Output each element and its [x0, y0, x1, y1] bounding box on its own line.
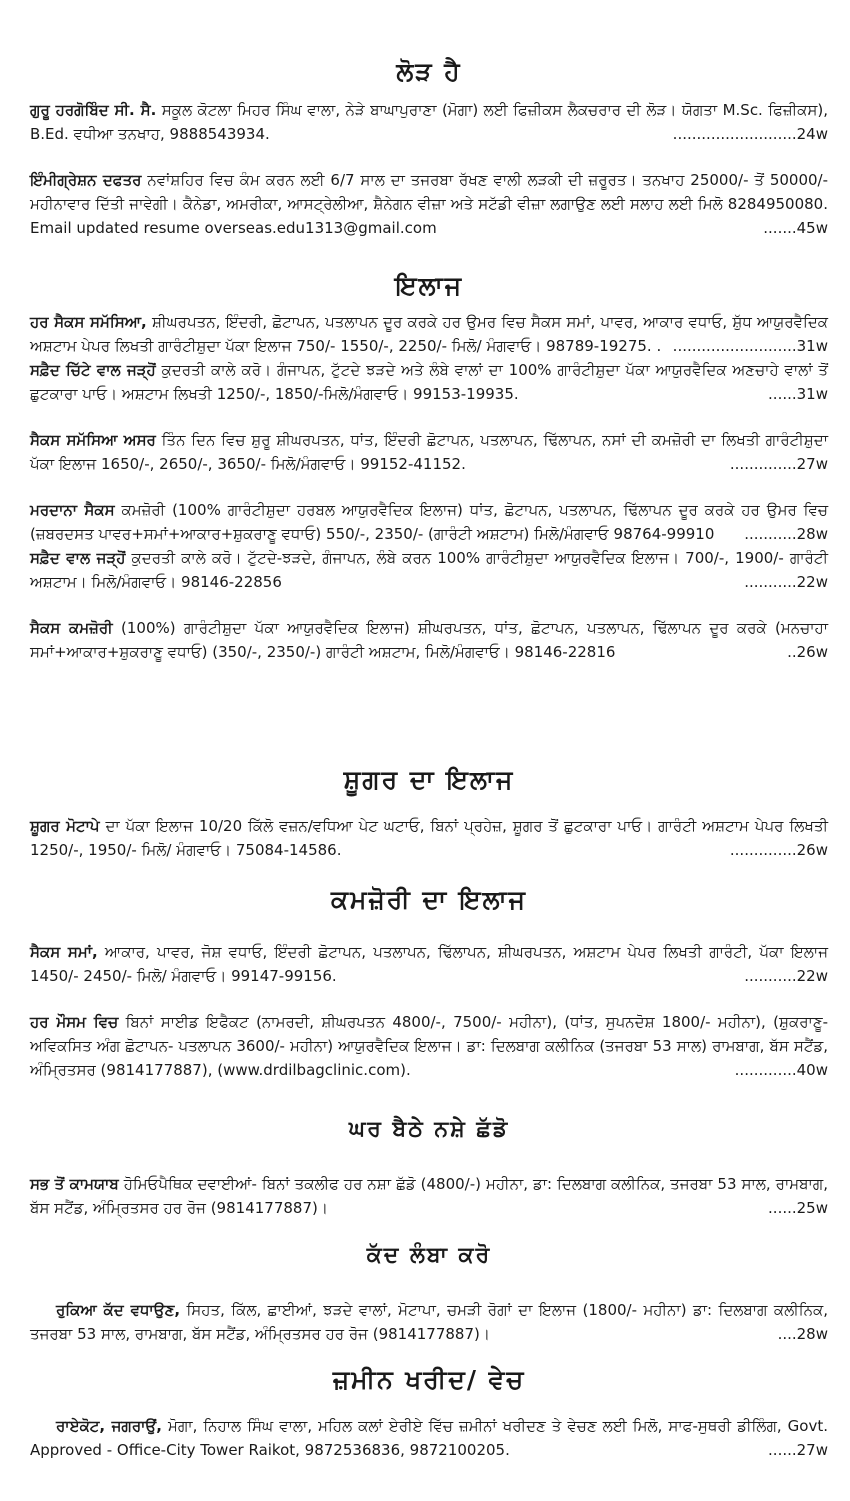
- section-heading: ਇਲਾਜ: [394, 271, 464, 300]
- section-heading: ਕਮਜ਼ੋਰੀ ਦਾ ਇਲਾਜ: [330, 885, 528, 914]
- ad-lead: ਸੈਕਸ ਕਮਜ਼ੋਰੀ: [30, 619, 113, 637]
- ad-code: ..............26w: [729, 841, 828, 859]
- ad-code: ......31w: [768, 385, 828, 403]
- ad-code: ...........28w: [744, 525, 828, 543]
- ad-lead: ਰੁਕਿਆ ਕੱਦ ਵਧਾਉਣ,: [56, 1301, 181, 1319]
- ad-text: ਸ਼ੀਘਰਪਤਨ, ਇੰਦਰੀ, ਛੋਟਾਪਨ, ਪਤਲਾਪਨ ਦੂਰ ਕਰਕੇ ਹਰ ਉਮਰ ਵਿਚ ਸੈਕਸ ਸਮਾਂ, ਪਾਵਰ, ਆਕਾਰ ਵਧਾਓ, ਸ਼ੁੱਧ ਆਯੁਰਵੈਦਿਕ ਅਸ਼ਟਾਮ ਪੇਪਰ ਲਿਖਤੀ ਗਾਰੰਟੀਸ਼ੁਦਾ ਪੱਕਾ ਇਲਾਜ 750/- 1550/-, 2250/- ਮਿਲੋ/ ਮੰਗਵਾਓ। 98789-19275. .: [30, 313, 828, 355]
- ad-item: [30, 1298, 828, 1346]
- section-treatment: [30, 266, 828, 664]
- ad-code: ......25w: [768, 1199, 828, 1217]
- ad-item: [30, 498, 828, 546]
- section-wanted: [30, 52, 828, 240]
- ad-code: ..........................31w: [672, 337, 828, 355]
- ad-lead: ਸਫ਼ੈਦ ਚਿੱਟੇ ਵਾਲ ਜੜ੍ਹੋਂ: [30, 361, 156, 379]
- ad-code: ...........22w: [744, 573, 828, 591]
- ad-text: ਮੋਗਾ, ਨਿਹਾਲ ਸਿੰਘ ਵਾਲਾ, ਮਹਿਲ ਕਲਾਂ ਏਰੀਏ ਵਿੱਚ ਜ਼ਮੀਨਾਂ ਖਰੀਦਣ ਤੇ ਵੇਚਣ ਲਈ ਮਿਲੋ, ਸਾਫ-ਸੁਥਰੀ ਡੀਲਿੰਗ, Govt. Approved - Office-City Tower Raikot, 9872536836, 9872100205.: [30, 1417, 828, 1459]
- ad-lead: ਗੁਰੂ ਹਰਗੋਬਿੰਦ ਸੀ. ਸੈ.: [30, 101, 157, 119]
- section-heading: ਲੋੜ ਹੈ: [396, 57, 462, 86]
- ad-lead: ਹਰ ਸੈਕਸ ਸਮੱਸਿਆ,: [30, 313, 147, 331]
- ad-lead: ਰਾਏਕੋਟ, ਜਗਰਾਉਂ,: [56, 1417, 162, 1435]
- ad-item: [30, 1172, 828, 1220]
- ad-item: [30, 168, 828, 240]
- ad-item: [30, 546, 828, 594]
- ad-code: ...........22w: [744, 967, 828, 985]
- ad-text: ਆਕਾਰ, ਪਾਵਰ, ਜੋਸ਼ ਵਧਾਓ, ਇੰਦਰੀ ਛੋਟਾਪਨ, ਪਤਲਾਪਨ, ਢਿੱਲਾਪਨ, ਸ਼ੀਘਰਪਤਨ, ਅਸ਼ਟਾਮ ਪੇਪਰ ਲਿਖਤੀ ਗਾਰੰਟੀ, ਪੱਕਾ ਇਲਾਜ 1450/- 2450/- ਮਿਲੋ/ ਮੰਗਵਾਓ। 99147-99156.: [30, 943, 828, 985]
- ad-code: ....28w: [777, 1325, 828, 1343]
- ad-item: [30, 616, 828, 664]
- ad-text: ਸਿਹਤ, ਕਿੱਲ, ਛਾਈਆਂ, ਝੜਦੇ ਵਾਲਾਂ, ਮੋਟਾਪਾ, ਚਮੜੀ ਰੋਗਾਂ ਦਾ ਇਲਾਜ (1800/- ਮਹੀਨਾ) ਡਾ: ਦਿਲਬਾਗ ਕਲੀਨਿਕ, ਤਜਰਬਾ 53 ਸਾਲ, ਰਾਮਬਾਗ, ਬੱਸ ਸਟੈਂਡ, ਅੰਮ੍ਰਿਤਸਰ ਹਰ ਰੋਜ (9814177887)।: [30, 1301, 828, 1343]
- ad-lead: ਸੈਕਸ ਸਮੱਸਿਆ ਅਸਰ: [30, 431, 156, 449]
- ad-text: ਬਿਨਾਂ ਸਾਈਡ ਇਫੈਕਟ (ਨਾਮਰਦੀ, ਸ਼ੀਘਰਪਤਨ 4800/-, 7500/- ਮਹੀਨਾ), (ਧਾਂਤ, ਸੁਪਨਦੋਸ਼ 1800/- ਮਹੀਨਾ), (ਸ਼ੁਕਰਾਣੂ-ਅਵਿਕਸਿਤ ਅੰਗ ਛੋਟਾਪਨ- ਪਤਲਾਪਨ 3600/- ਮਹੀਨਾ) ਆਯੁਰਵੈਦਿਕ ਇਲਾਜ। ਡਾ: ਦਿਲਬਾਗ ਕਲੀਨਿਕ (ਤਜਰਬਾ 53 ਸਾਲ) ਰਾਮਬਾਗ, ਬੱਸ ਸਟੈਂਡ, ਅੰਮ੍ਰਿਤਸਰ (9814177887), (www.drdilbagclinic.com).: [30, 1013, 828, 1079]
- ad-text: (100%) ਗਾਰੰਟੀਸ਼ੁਦਾ ਪੱਕਾ ਆਯੁਰਵੈਦਿਕ ਇਲਾਜ) ਸ਼ੀਘਰਪਤਨ, ਧਾਂਤ, ਛੋਟਾਪਨ, ਪਤਲਾਪਨ, ਢਿੱਲਾਪਨ ਦੂਰ ਕਰਕੇ (ਮਨਚਾਹਾ ਸਮਾਂ+ਆਕਾਰ+ਸ਼ੁਕਰਾਣੂ ਵਧਾਓ) (350/-, 2350/-) ਗਾਰੰਟੀ ਅਸ਼ਟਾਮ, ਮਿਲੋ/ਮੰਗਵਾਓ। 98146-22816: [30, 619, 828, 661]
- ad-item: [30, 98, 828, 146]
- ad-item: [30, 814, 828, 862]
- ad-code: ..............27w: [729, 455, 828, 473]
- section-diabetes: [30, 760, 828, 862]
- section-heading: ਕੱਦ ਲੰਬਾ ਕਰੋ: [366, 1243, 492, 1268]
- ad-lead: ਇੰਮੀਗ੍ਰੇਸ਼ਨ ਦਫਤਰ: [30, 171, 142, 189]
- ad-lead: ਸਫ਼ੈਦ ਵਾਲ ਜੜ੍ਹੋਂ: [30, 549, 126, 567]
- section-quit-addiction: [30, 1110, 828, 1220]
- section-heading: ਘਰ ਬੈਠੇ ਨਸ਼ੇ ਛੱਡੋ: [348, 1117, 510, 1142]
- section-height: [30, 1236, 828, 1346]
- ad-code: ..26w: [787, 643, 828, 661]
- ad-lead: ਸ਼ੂਗਰ ਮੋਟਾਪੇ: [30, 817, 100, 835]
- section-heading: ਜ਼ਮੀਨ ਖਰੀਦ/ ਵੇਚ: [332, 1365, 526, 1394]
- ad-text: ਨਵਾਂਸ਼ਹਿਰ ਵਿਚ ਕੰਮ ਕਰਨ ਲਈ 6/7 ਸਾਲ ਦਾ ਤਜਰਬਾ ਰੱਖਣ ਵਾਲੀ ਲੜਕੀ ਦੀ ਜ਼ਰੂਰਤ। ਤਨਖਾਹ 25000/- ਤੋਂ 50000/- ਮਹੀਨਾਵਾਰ ਦਿੱਤੀ ਜਾਵੇਗੀ। ਕੈਨੇਡਾ, ਅਮਰੀਕਾ, ਆਸਟ੍ਰੇਲੀਆ, ਸ਼ੈਨੇਗਨ ਵੀਜ਼ਾ ਅਤੇ ਸਟੱਡੀ ਵੀਜ਼ਾ ਲਗਾਉਣ ਲਈ ਸਲਾਹ ਲਈ ਮਿਲੋ 8284950080. Email updated resume overseas.edu1313@gmail.com: [30, 171, 828, 237]
- ad-text: ਕੁਦਰਤੀ ਕਾਲੇ ਕਰੋ। ਟੁੱਟਦੇ-ਝੜਦੇ, ਗੰਜਾਪਨ, ਲੰਬੇ ਕਰਨ 100% ਗਾਰੰਟੀਸ਼ੁਦਾ ਆਯੁਰਵੈਦਿਕ ਇਲਾਜ। 700/-, 1900/- ਗਾਰੰਟੀ ਅਸ਼ਟਾਮ। ਮਿਲੋ/ਮੰਗਵਾਓ। 98146-22856: [30, 549, 828, 591]
- section-heading: ਸ਼ੂਗਰ ਦਾ ਇਲਾਜ: [343, 765, 515, 794]
- ad-text: ਹੋਮਿਓਪੈਥਿਕ ਦਵਾਈਆਂ- ਬਿਨਾਂ ਤਕਲੀਫ ਹਰ ਨਸ਼ਾ ਛੱਡੋ (4800/-) ਮਹੀਨਾ, ਡਾ: ਦਿਲਬਾਗ ਕਲੀਨਿਕ, ਤਜਰਬਾ 53 ਸਾਲ, ਰਾਮਬਾਗ, ਬੱਸ ਸਟੈਂਡ, ਅੰਮ੍ਰਿਤਸਰ ਹਰ ਰੋਜ (9814177887)।: [30, 1175, 828, 1217]
- section-weakness: [30, 880, 828, 1082]
- ad-text: ਕੁਦਰਤੀ ਕਾਲੇ ਕਰੋ। ਗੰਜਾਪਨ, ਟੁੱਟਦੇ ਝੜਦੇ ਅਤੇ ਲੰਬੇ ਵਾਲਾਂ ਦਾ 100% ਗਾਰੰਟੀਸ਼ੁਦਾ ਪੱਕਾ ਆਯੁਰਵੈਦਿਕ ਅਣਚਾਹੇ ਵਾਲਾਂ ਤੋਂ ਛੁਟਕਾਰਾ ਪਾਓ। ਅਸ਼ਟਾਮ ਲਿਖਤੀ 1250/-, 1850/-ਮਿਲੋ/ਮੰਗਵਾਓ। 99153-19935.: [30, 361, 828, 403]
- ad-lead: ਸੈਕਸ ਸਮਾਂ,: [30, 943, 98, 961]
- ad-lead: ਹਰ ਮੌਸਮ ਵਿਚ: [30, 1013, 119, 1031]
- ad-item: [30, 940, 828, 988]
- section-land: [30, 1360, 828, 1462]
- ad-code: .......45w: [763, 219, 828, 237]
- ad-code: .............40w: [734, 1061, 828, 1079]
- ad-text: ਕਮਜ਼ੋਰੀ (100% ਗਾਰੰਟੀਸ਼ੁਦਾ ਹਰਬਲ ਆਯੁਰਵੈਦਿਕ ਇਲਾਜ) ਧਾਂਤ, ਛੋਟਾਪਨ, ਪਤਲਾਪਨ, ਢਿੱਲਾਪਨ ਦੂਰ ਕਰਕੇ ਹਰ ਉਮਰ ਵਿਚ (ਜ਼ਬਰਦਸਤ ਪਾਵਰ+ਸਮਾਂ+ਆਕਾਰ+ਸ਼ੁਕਰਾਣੂ ਵਧਾਓ) 550/-, 2350/- (ਗਾਰੰਟੀ ਅਸ਼ਟਾਮ) ਮਿਲੋ/ਮੰਗਵਾਓ 98764-99910: [30, 501, 828, 543]
- ad-item: [30, 1414, 828, 1462]
- ad-item: [30, 358, 828, 406]
- ad-item: [30, 310, 828, 358]
- ad-item: [30, 428, 828, 476]
- ad-text: ਸਕੂਲ ਕੋਟਲਾ ਮਿਹਰ ਸਿੰਘ ਵਾਲਾ, ਨੇੜੇ ਬਾਘਾਪੁਰਾਣਾ (ਮੋਗਾ) ਲਈ ਫਿਜ਼ੀਕਸ ਲੈਕਚਰਾਰ ਦੀ ਲੋੜ। ਯੋਗਤਾ M.Sc. ਫਿਜ਼ੀਕਸ), B.Ed. ਵਧੀਆ ਤਨਖਾਹ, 9888543934.: [30, 101, 829, 143]
- ad-text: ਤਿੰਨ ਦਿਨ ਵਿਚ ਸ਼ੁਰੂ ਸ਼ੀਘਰਪਤਨ, ਧਾਂਤ, ਇੰਦਰੀ ਛੋਟਾਪਨ, ਪਤਲਾਪਨ, ਢਿੱਲਾਪਨ, ਨਸਾਂ ਦੀ ਕਮਜ਼ੋਰੀ ਦਾ ਲਿਖਤੀ ਗਾਰੰਟੀਸ਼ੁਦਾ ਪੱਕਾ ਇਲਾਜ 1650/-, 2650/-, 3650/- ਮਿਲੋ/ਮੰਗਵਾਓ। 99152-41152.: [30, 431, 828, 473]
- ad-text: ਦਾ ਪੱਕਾ ਇਲਾਜ 10/20 ਕਿੱਲੋ ਵਜ਼ਨ/ਵਧਿਆ ਪੇਟ ਘਟਾਓ, ਬਿਨਾਂ ਪ੍ਰਹੇਜ਼, ਸ਼ੂਗਰ ਤੋਂ ਛੁਟਕਾਰਾ ਪਾਓ। ਗਾਰੰਟੀ ਅਸ਼ਟਾਮ ਪੇਪਰ ਲਿਖਤੀ 1250/-, 1950/- ਮਿਲੋ/ ਮੰਗਵਾਓ। 75084-14586.: [30, 817, 828, 859]
- ad-code: ..........................24w: [672, 125, 828, 143]
- ad-item: [30, 1010, 828, 1082]
- ad-code: ......27w: [768, 1441, 828, 1459]
- ad-lead: ਸਭ ਤੋਂ ਕਾਮਯਾਬ: [30, 1175, 119, 1193]
- ad-lead: ਮਰਦਾਨਾ ਸੈਕਸ: [30, 501, 115, 519]
